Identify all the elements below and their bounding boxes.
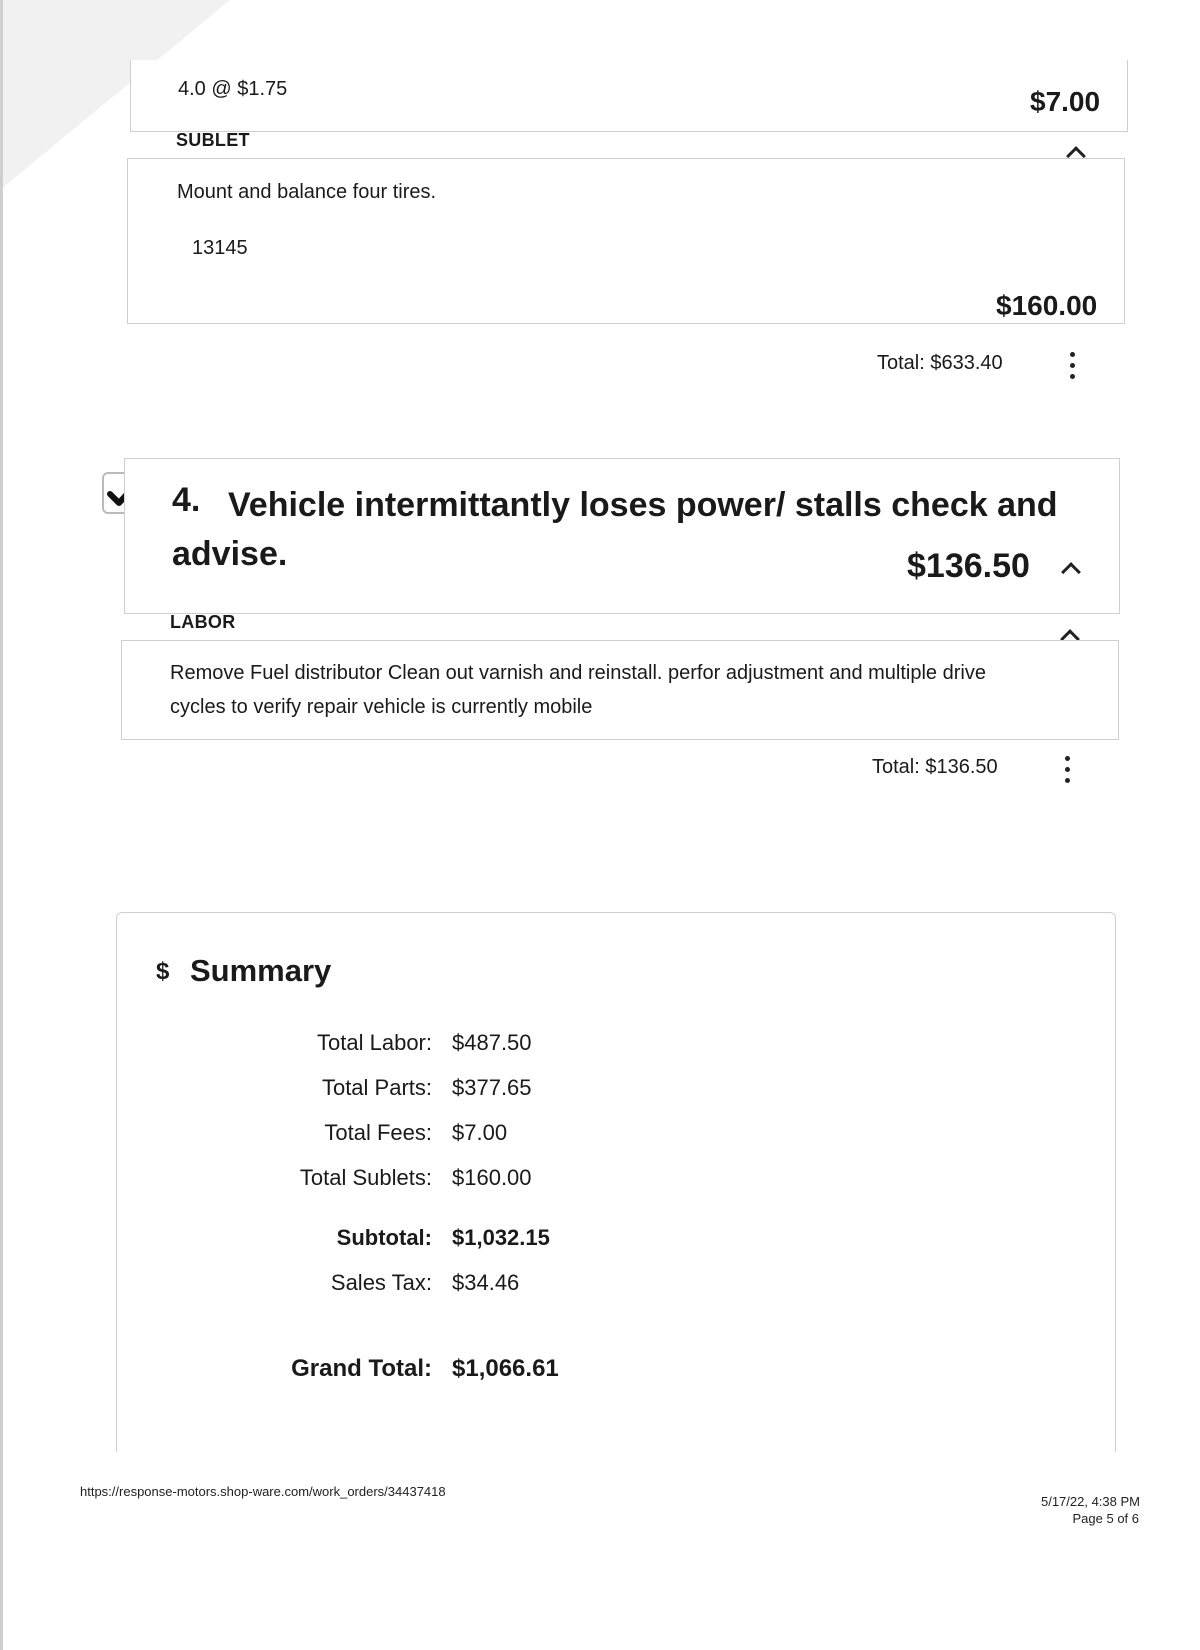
labor-description-line2: cycles to verify repair vehicle is currently mobile — [170, 696, 593, 718]
summary-label: Grand Total: — [291, 1355, 432, 1382]
sublet-code: 13145 — [192, 237, 248, 259]
kebab-menu-icon[interactable] — [1065, 756, 1071, 786]
summary-value: $7.00 — [452, 1120, 508, 1145]
fee-qty-rate: 4.0 @ $1.75 — [178, 78, 288, 100]
issue-total: Total: $136.50 — [872, 756, 998, 778]
issue-price: $136.50 — [907, 547, 1030, 585]
summary-value: $34.46 — [452, 1270, 520, 1295]
issue-number: 4. — [172, 481, 201, 519]
summary-label: Total Sublets: — [299, 1165, 432, 1190]
summary-value: $487.50 — [452, 1030, 532, 1055]
footer-datetime: 5/17/22, 4:38 PM — [1040, 1494, 1140, 1509]
labor-label: LABOR — [170, 612, 236, 632]
summary-label: Total Fees: — [324, 1120, 432, 1145]
sublet-amount: $160.00 — [996, 290, 1098, 321]
fee-amount: $7.00 — [1030, 86, 1101, 117]
issue-title-line2: advise. — [172, 535, 288, 573]
kebab-menu-icon[interactable] — [1070, 352, 1076, 382]
summary-card — [116, 912, 1116, 1452]
summary-value: $160.00 — [452, 1165, 532, 1190]
sublet-description: Mount and balance four tires. — [177, 181, 437, 203]
summary-label: Subtotal: — [336, 1225, 432, 1250]
footer-url[interactable]: https://response-motors.shop-ware.com/work_orders/34437418 — [80, 1484, 446, 1499]
labor-description-line1: Remove Fuel distributor Clean out varnish and reinstall. perfor adjustment and multiple drive — [170, 662, 986, 684]
dollar-sign-icon: $ — [156, 958, 170, 985]
summary-label: Total Parts: — [321, 1075, 432, 1100]
summary-label: Total Labor: — [317, 1030, 432, 1055]
summary-label: Sales Tax: — [330, 1270, 432, 1295]
summary-value: $1,032.15 — [452, 1225, 550, 1250]
sublet-label: SUBLET — [176, 130, 250, 150]
summary-value: $1,066.61 — [452, 1355, 559, 1382]
footer-page-number: Page 5 of 6 — [1072, 1511, 1139, 1526]
section-total: Total: $633.40 — [877, 352, 1003, 374]
issue-title-line1: Vehicle intermittantly loses power/ stalls check and — [228, 486, 1058, 524]
scan-edge — [0, 0, 3, 1650]
summary-heading: Summary — [190, 953, 332, 988]
labor-card — [121, 640, 1119, 740]
summary-value: $377.65 — [452, 1075, 532, 1100]
